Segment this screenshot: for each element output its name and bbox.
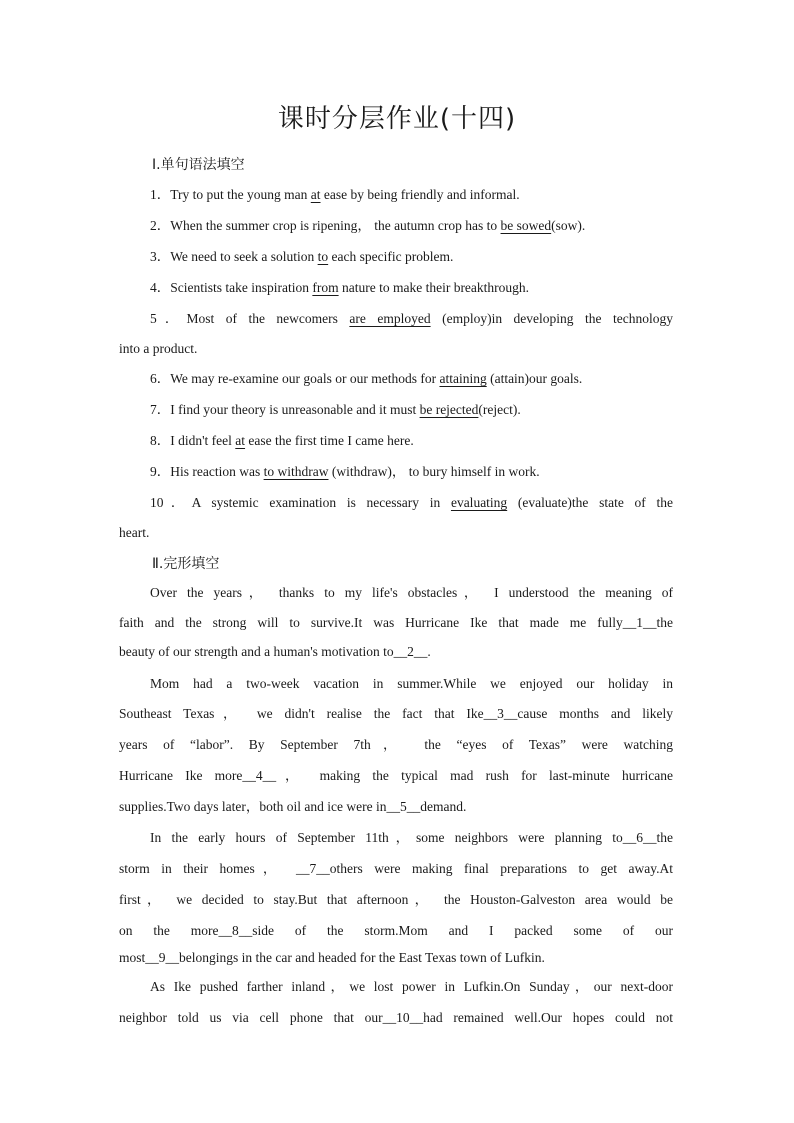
answer: attaining (439, 371, 487, 386)
passage-line: Mom had a two-week vacation in summer.While we enjoyed our holiday in (150, 676, 673, 691)
grammar-item-10 (150, 494, 673, 512)
grammar-item-6 (150, 370, 673, 388)
item-text: (sow). (551, 218, 586, 233)
passage-line: storm in their homes， __7__others were making final preparations to get away.At (119, 861, 673, 876)
passage-line: most__9__belongings in the car and headed for the East Texas town of Lufkin. (119, 950, 545, 965)
section-1-heading: Ⅰ.单句语法填空 (152, 157, 245, 173)
item-text: 9．His reaction was (150, 464, 264, 479)
grammar-item-5-cont: into a product. (119, 341, 198, 356)
item-text: ease the first time I came here. (245, 433, 414, 448)
item-text: ease by being friendly and informal. (320, 187, 520, 202)
item-text: (employ)in developing the technology (430, 311, 673, 326)
section-2-heading: Ⅱ.完形填空 (152, 556, 220, 572)
page-title: 课时分层作业(十四) (277, 104, 517, 134)
passage-line: first， we decided to stay.But that afternoon， the Houston-Galveston area would be (119, 892, 673, 907)
passage-line: supplies.Two days later，both oil and ice were in__5__demand. (119, 799, 467, 814)
item-text: 5．Most of the newcomers (150, 311, 350, 326)
item-text: each specific problem. (328, 249, 454, 264)
passage-line: on the more__8__side of the storm.Mom and I packed some of our (119, 923, 673, 938)
grammar-item-9 (150, 463, 673, 481)
item-text: nature to make their breakthrough. (338, 280, 530, 295)
item-text: (reject). (478, 402, 521, 417)
item-text: (withdraw)， to bury himself in work. (328, 464, 540, 479)
grammar-item-4 (150, 279, 673, 297)
item-text: (evaluate)the state of the (507, 495, 673, 510)
item-text: 2．When the summer crop is ripening， the autumn crop has to (150, 218, 501, 233)
passage-line: As Ike pushed farther inland，we lost power in Lufkin.On Sunday，our next-door (150, 979, 673, 994)
passage-line: neighbor told us via cell phone that our__10__had remained well.Our hopes could not (119, 1010, 673, 1025)
item-text: (attain)our goals. (486, 371, 583, 386)
answer: at (310, 187, 321, 202)
answer: to (317, 249, 329, 264)
passage-line: beauty of our strength and a human's motivation to__2__. (119, 644, 431, 659)
passage-line: In the early hours of September 11th，some neighbors were planning to__6__the (150, 830, 673, 845)
item-text: 6．We may re-examine our goals or our methods for (150, 371, 440, 386)
passage-line: Hurricane Ike more__4__， making the typical mad rush for last-minute hurricane (119, 768, 673, 783)
grammar-item-7 (150, 401, 673, 419)
grammar-item-5 (150, 310, 673, 328)
item-text: 7．I find your theory is unreasonable and it must (150, 402, 420, 417)
item-text: 8．I didn't feel (150, 433, 236, 448)
grammar-item-8 (150, 432, 673, 450)
grammar-item-1 (150, 186, 673, 204)
answer: be rejected (419, 402, 479, 417)
answer: be sowed (500, 218, 552, 233)
item-text: 10．A systemic examination is necessary in (150, 495, 451, 510)
passage-line: Southeast Texas， we didn't realise the fact that Ike__3__cause months and likely (119, 706, 673, 721)
answer: evaluating (450, 495, 508, 510)
answer: to withdraw (263, 464, 329, 479)
grammar-item-10-cont: heart. (119, 525, 150, 540)
passage-line: Over the years， thanks to my life's obstacles， I understood the meaning of (150, 585, 673, 600)
grammar-item-3 (150, 248, 673, 266)
answer: from (312, 280, 339, 295)
grammar-item-2 (150, 217, 673, 235)
item-text: 3．We need to seek a solution (150, 249, 318, 264)
answer: are employed (349, 311, 431, 326)
answer: at (235, 433, 246, 448)
passage-line: years of “labor”. By September 7th， the “eyes of Texas” were watching (119, 737, 673, 752)
item-text: 1．Try to put the young man (150, 187, 311, 202)
item-text: 4．Scientists take inspiration (150, 280, 313, 295)
passage-line: faith and the strong will to survive.It was Hurricane Ike that made me fully__1__the (119, 615, 673, 630)
